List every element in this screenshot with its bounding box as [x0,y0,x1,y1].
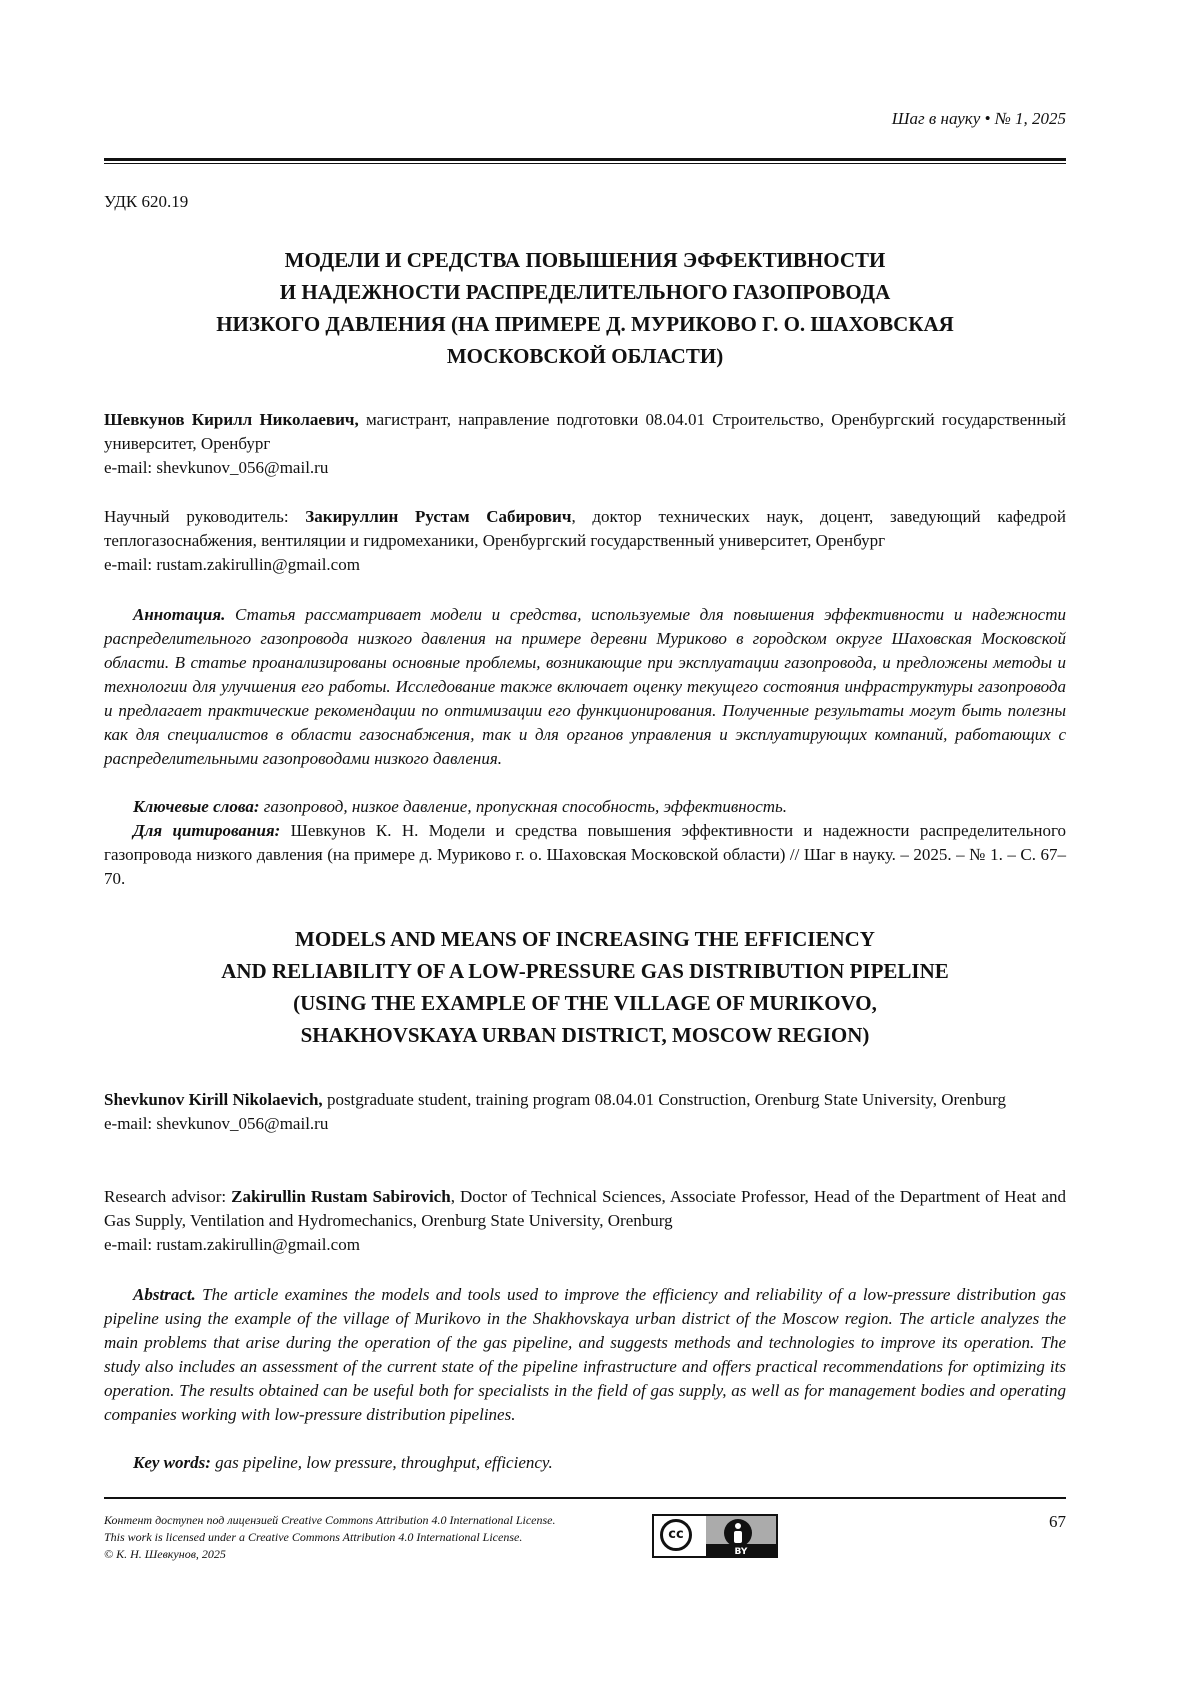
person-body [734,1531,742,1543]
author-name-ru: Шевкунов Кирилл Николаевич, [104,410,359,429]
citation-ru [104,819,1066,891]
copyright: © К. Н. Шевкунов, 2025 [104,1547,226,1561]
attribution-person-icon [724,1519,752,1547]
author-name-en: Shevkunov Kirill Nikolaevich, [104,1090,323,1109]
abstract-ru [104,603,1066,771]
header-rule [104,158,1066,164]
author-info-en: postgraduate student, training program 08.04.01 Construction, Orenburg State University, Orenburg [322,1090,1007,1109]
author-info-ru: магистрант, направление подготовки 08.04.01 Строительство, Оренбургский государственный университет, Оренбург [104,410,1066,453]
footer-rule [104,1497,1066,1499]
title-ru-line: И НАДЕЖНОСТИ РАСПРЕДЕЛИТЕЛЬНОГО ГАЗОПРОВОДА [279,280,891,304]
page-number: 67 [1049,1512,1066,1531]
keywords-en [104,1451,1066,1475]
advisor-prefix-en: Research advisor: [104,1187,232,1206]
advisor-name-ru: Закируллин Рустам Сабирович [305,507,572,526]
advisor-info-ru: , доктор технических наук, доцент, заведующий кафедрой теплогазоснабжения, вентиляции и гидромеханики, Оренбургский государственный университет, Оренбург [104,507,1066,550]
license-ru: Контент доступен под лицензией Creative Commons Attribution 4.0 International License. [104,1513,556,1527]
by-label: BY [734,1547,748,1557]
keywords-text-ru: газопровод, низкое давление, пропускная способность, эффективность. [259,797,788,816]
title-en-line: (USING THE EXAMPLE OF THE VILLAGE OF MURIKOVO, [293,991,877,1015]
author-email-en: e-mail: shevkunov_056@mail.ru [104,1114,329,1133]
cc-by-license-badge-icon[interactable] [652,1514,778,1558]
author-email-ru: e-mail: shevkunov_056@mail.ru [104,458,329,477]
advisor-email-en: e-mail: rustam.zakirullin@gmail.com [104,1235,360,1254]
running-head: Шаг в науку • № 1, 2025 [891,109,1066,128]
advisor-info-en: , Doctor of Technical Sciences, Associate Professor, Head of the Department of Heat and Gas Supply, Ventilation and Hydromechanics, Orenburg State University, Orenburg [104,1187,1066,1230]
udk-code: УДК 620.19 [104,192,189,211]
citation-text-ru: Шевкунов К. Н. Модели и средства повышения эффективности и надежности распределительного газопровода низкого давления (на примере д. Мурикoво г. о. Шаховская Московской области) // Шаг в науку. – 2025. – № 1. – С. 67–70. [104,821,1066,888]
advisor-block-ru [104,505,1066,577]
keywords-ru [104,795,1066,819]
abstract-label-ru: Аннотация. [133,605,226,624]
title-ru [104,244,1066,372]
title-ru-line: МОСКОВСКОЙ ОБЛАСТИ) [446,344,724,368]
abstract-text-en: The article examines the models and tools used to improve the efficiency and reliability of a low-pressure distribution gas pipeline using the example of the village of Murikovo in the Shakhovskaya urban district of the Moscow region. The article analyzes the main problems that arise during the operation of the gas pipeline, and suggests methods and technologies to improve its operation. The study also includes an assessment of the current state of the pipeline infrastructure and offers practical recommendations for optimizing its operation. The results obtained can be useful both for specialists in the field of gas supply, as well as for management bodies and operating companies working with low-pressure distribution pipelines. [104,1285,1066,1424]
author-block-ru [104,408,1066,480]
advisor-block-en [104,1185,1066,1257]
abstract-en [104,1283,1066,1427]
keywords-label-en: Key words: [133,1453,211,1472]
keywords-label-ru: Ключевые слова: [133,797,260,816]
citation-label-ru: Для цитирования: [133,821,281,840]
abstract-label-en: Abstract. [133,1285,196,1304]
advisor-name-en: Zakirullin Rustam Sabirovich [231,1187,451,1206]
advisor-email-ru: e-mail: rustam.zakirullin@gmail.com [104,555,360,574]
title-en-line: SHAKHOVSKAYA URBAN DISTRICT, MOSCOW REGION) [300,1023,870,1047]
cc-logo-icon: cc [660,1519,692,1551]
person-head [735,1523,741,1529]
footer-license-notes [104,1512,664,1563]
license-en: This work is licensed under a Creative Commons Attribution 4.0 International License. [104,1530,523,1544]
abstract-text-ru: Статья рассматривает модели и средства, используемые для повышения эффективности и надежности распределительного газопровода низкого давления на примере деревни Мурикoво в городском округе Шаховская Московской области. В статье проанализированы основные проблемы, возникающие при эксплуатации газопровода, и предложены методы и технологии для улучшения его работы. Исследование также включает оценку текущего состояния инфраструктуры газопровода и предлагает практические рекомендации по оптимизации его функционирования. Полученные результаты могут быть полезны как для специалистов в области газоснабжения, так и для органов управления и эксплуатирующих компаний, работающих с распределительными газопроводами низкого давления. [104,605,1066,768]
author-block-en [104,1088,1066,1136]
advisor-prefix-ru: Научный руководитель: [104,507,306,526]
title-en-line: MODELS AND MEANS OF INCREASING THE EFFICIENCY [295,927,875,951]
title-en [104,923,1066,1051]
cc-badge-left [654,1516,706,1556]
title-en-line: AND RELIABILITY OF A LOW-PRESSURE GAS DISTRIBUTION PIPELINE [221,959,949,983]
title-ru-line: НИЗКОГО ДАВЛЕНИЯ (НА ПРИМЕРЕ Д. МУРИКОВО Г. О. ШАХОВСКАЯ [216,312,954,336]
keywords-text-en: gas pipeline, low pressure, throughput, efficiency. [210,1453,553,1472]
title-ru-line: МОДЕЛИ И СРЕДСТВА ПОВЫШЕНИЯ ЭФФЕКТИВНОСТИ [284,248,886,272]
